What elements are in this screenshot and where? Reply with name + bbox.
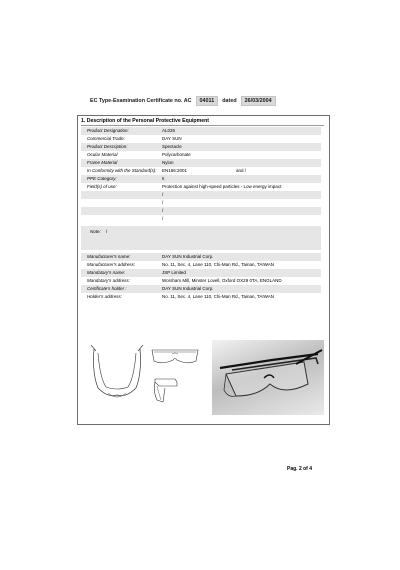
row-label: PPE Category: [87,176,117,182]
row-label: Manufacturer's address: [87,262,136,268]
row-commercial-trade [81,135,321,143]
row-value: No. 11, Sec. 4, Lane 110, Chi-Man Rd., Tainan, TAIWAN [162,294,274,300]
dated-label: dated [222,98,237,104]
row-field-of-use-5 [81,215,321,223]
row-label: Commercial Trade: [87,136,125,142]
row-value: DAY SUN Industrial Corp. [162,286,214,292]
row-label: Holder's address: [87,294,122,300]
row-mandatary-address [81,277,321,285]
row-label: Ocular Material [87,152,118,158]
row-value: DAY SUN Industrial Corp. [162,254,214,260]
row-value: II [162,176,165,182]
row-value: / [162,200,164,206]
row-label: Manufacturer's name: [87,254,131,260]
row-extra: and / [236,168,247,174]
row-value: Polycarbonate [162,152,191,158]
note-label: Note: [90,229,101,234]
certificate-header [90,96,276,106]
row-mandatary-name [81,269,321,277]
row-manufacturer-address [81,261,321,269]
row-value: / [162,216,164,222]
product-photo [212,340,324,415]
row-standard [81,167,321,175]
certificate-number: 04011 [196,96,219,106]
spectacle-front-view-drawing [150,346,200,368]
row-value: / [162,208,164,214]
row-ppe-category [81,175,321,183]
row-value: Nylon [162,160,174,166]
row-label: Product Description: [87,144,128,150]
row-value: AL026 [162,128,176,134]
row-product-designation [81,127,321,135]
note-value: / [106,229,108,234]
page-number: Pag. 2 of 4 [287,466,313,472]
row-holder-address [81,293,321,301]
row-ocular-material [81,151,321,159]
row-value: Protection against high-speed particles - Low energy impact [162,184,282,190]
row-frame-material [81,159,321,167]
row-field-of-use-3 [81,199,321,207]
row-product-description [81,143,321,151]
section-title: 1. Description of the Personal Protective Equipment [81,118,209,124]
row-label: Product Designation: [87,128,129,134]
row-value: No. 11, Sec. 4, Lane 110, Chi-Man Rd., Tainan, TAIWAN [162,262,274,268]
row-value: Spectacle [162,144,182,150]
spectacle-side-view-drawing [151,376,181,404]
row-label: In Conformity with the Standard(s): [87,168,157,174]
row-value: DAY SUN [162,136,182,142]
spectacle-top-view-drawing [88,343,146,405]
row-label: Mandatary's name: [87,270,126,276]
row-value: Worsham Mill, Minster Lovell, Oxford OX29 0TA, ENGLAND [162,278,282,284]
row-value: JSP Limited [162,270,186,276]
certificate-title: EC Type-Examination Certificate no. AC [90,98,192,104]
row-label: Field(s) of use: [87,184,117,190]
safety-spectacles-photo [212,340,324,415]
row-field-of-use-4 [81,207,321,215]
row-label: Mandatary's address: [87,278,130,284]
note-block [81,226,321,250]
row-certificate-holder [81,285,321,293]
row-value: EN166:2001 [162,168,188,174]
section-divider [81,125,324,126]
row-label: Certificate's holder : [87,286,127,292]
row-label: Frame Material [87,160,118,166]
row-field-of-use [81,183,321,191]
row-manufacturer-name [81,253,321,261]
row-field-of-use-2 [81,191,321,199]
row-value: / [162,192,164,198]
certificate-date: 26/03/2004 [241,96,276,106]
